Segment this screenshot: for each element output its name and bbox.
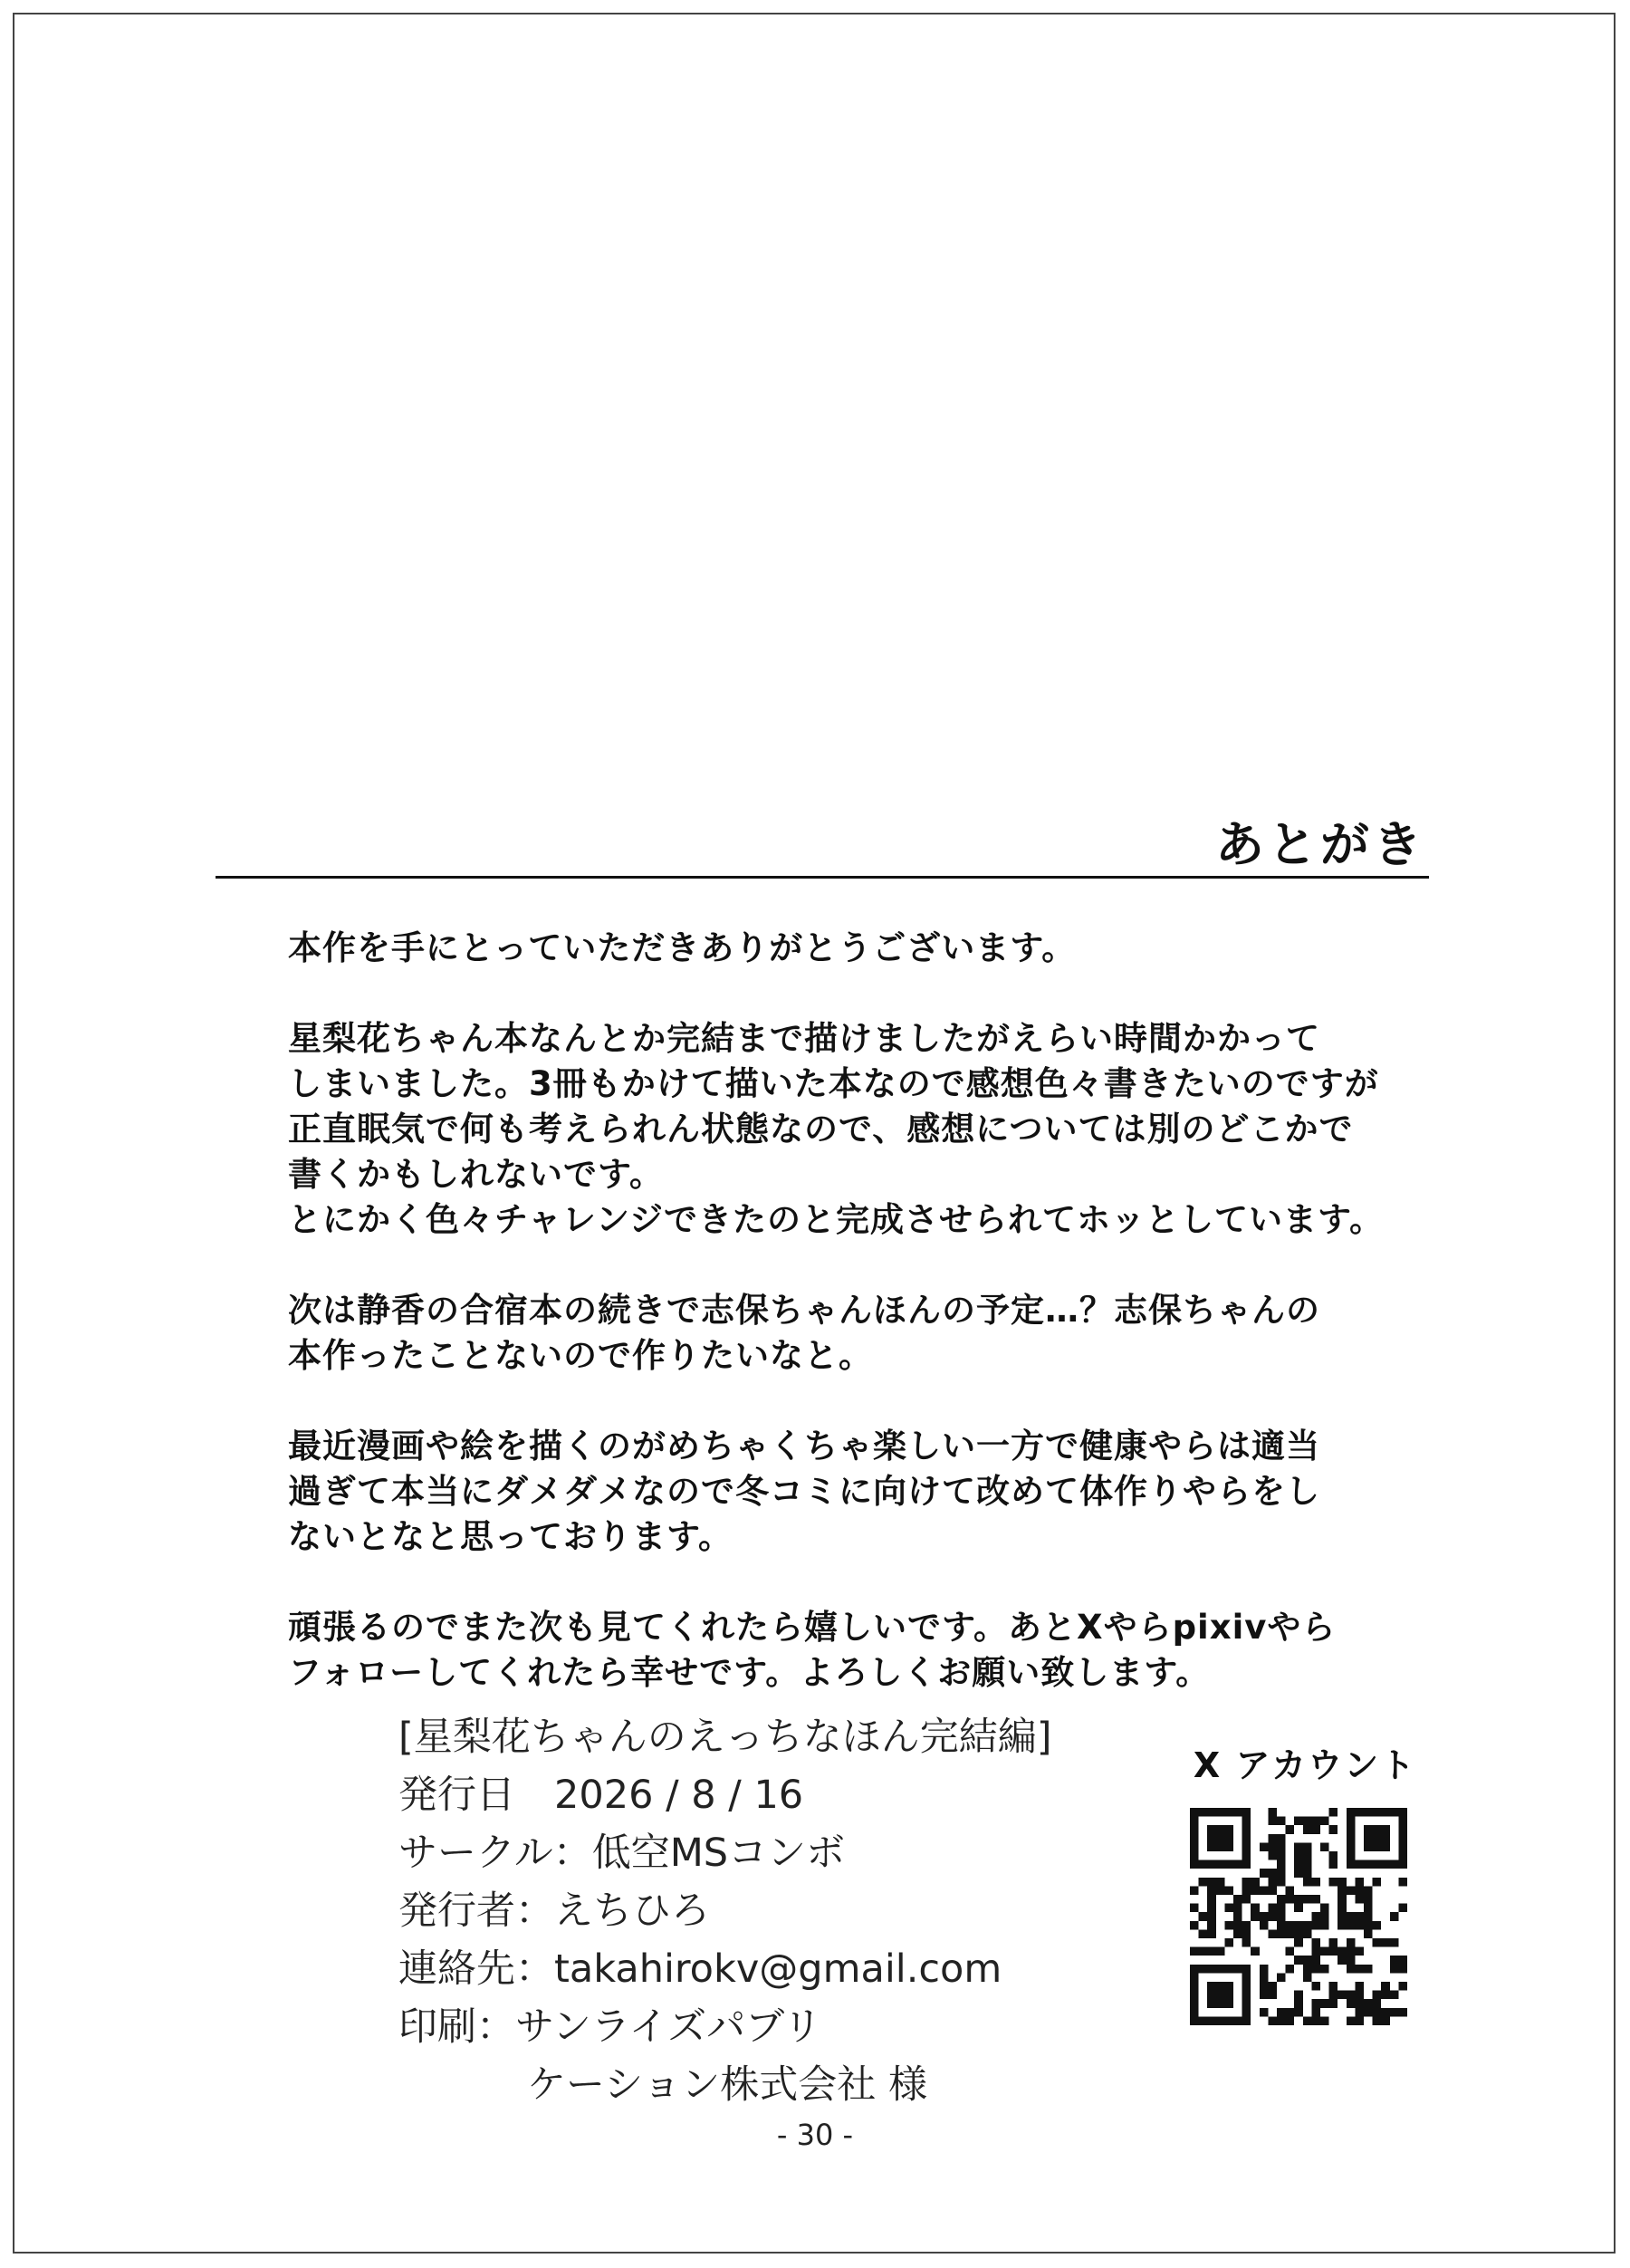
text-line: ないとなと思っております。 [288,1517,734,1556]
paragraph-5 [288,1605,1456,1696]
page-number: - 30 - [776,2118,854,2152]
text-line: 本作ったことないので作りたいなと。 [288,1336,873,1375]
text-line: 次は静香の合宿本の続きで志保ちゃんほんの予定…？志保ちゃんの [288,1291,1320,1330]
paragraph-1 [288,926,1456,971]
paragraph-2 [288,1016,1456,1243]
text-line: 星梨花ちゃん本なんとか完結まで描けましたがえらい時間かかって [288,1019,1320,1058]
text-line: 本作を手にとっていただきありがとうございます。 [288,928,1077,967]
colophon [398,1708,1052,2114]
contact-email: 連絡先：takahirokv@gmail.com [398,1946,1002,1992]
publisher-name: 発行者：えちひろ [398,1888,710,1934]
text-line: 正直眠気で何も考えられん状態なので、感想については別のどこかで [288,1110,1354,1148]
circle-name: サークル：低空MSコンボ [398,1831,846,1876]
text-line: 書くかもしれないです。 [288,1155,665,1194]
heading-rule [216,876,1429,879]
text-line: 過ぎて本当にダメダメなので冬コミに向けて改めて体作りやらをし [288,1472,1320,1511]
qr-code-icon[interactable] [1190,1808,1407,2025]
x-account-label: X アカウント [1193,1745,1417,1785]
afterword-body [288,926,1456,1741]
afterword-heading: あとがき [1215,816,1425,873]
text-line: とにかく色々チャレンジできたのと完成させられてホッとしています。 [288,1200,1385,1239]
text-line: 頑張るのでまた次も見てくれたら嬉しいです。あとXやらpixivやら [288,1608,1337,1647]
text-line: フォローしてくれたら幸せです。よろしくお願い致します。 [288,1653,1211,1692]
book-title: [星梨花ちゃんのえっちなほん完結編] [398,1715,1052,1760]
printer-line-1: 印刷：サンライズパブリ [398,2004,822,2050]
paragraph-3 [288,1288,1456,1379]
paragraph-4 [288,1424,1456,1560]
printer-line-2: ケーション株式会社 様 [527,2062,927,2108]
text-line: 最近漫画や絵を描くのがめちゃくちゃ楽しい一方で健康やらは適当 [288,1427,1320,1466]
publish-date: 発行日 2026 / 8 / 16 [398,1773,804,1818]
text-line: しまいました。3冊もかけて描いた本なので感想色々書きたいのですが [288,1064,1379,1103]
